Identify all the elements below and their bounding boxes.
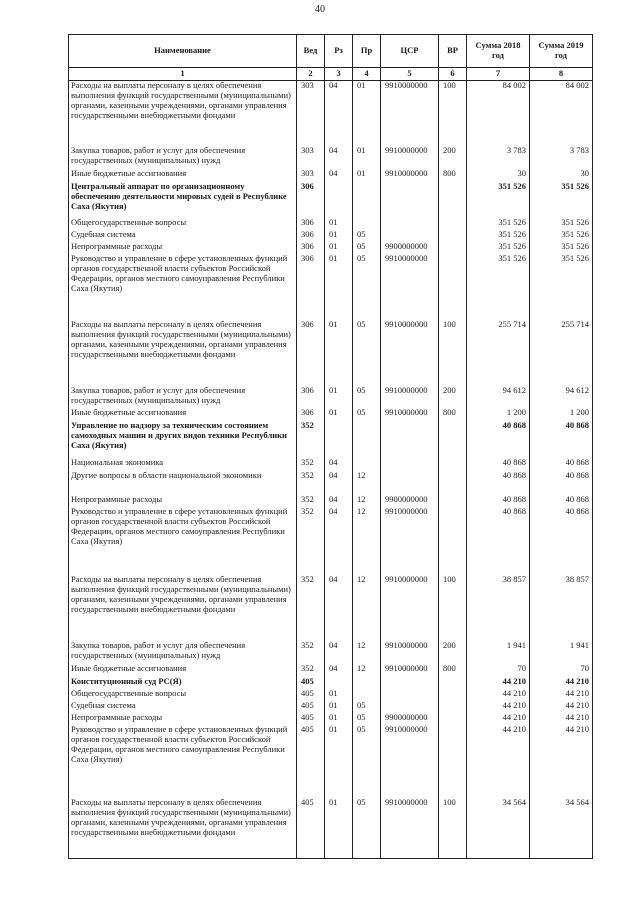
- row-sum-2019: 351 526: [530, 182, 593, 218]
- row-rz: 04: [325, 575, 353, 641]
- row-sum-2019: 34 564: [530, 798, 593, 858]
- row-rz: 04: [325, 495, 353, 507]
- row-csr: 9910000000: [381, 664, 439, 677]
- row-csr: [381, 182, 439, 218]
- row-ved: 405: [297, 689, 325, 701]
- row-vr: 200: [439, 641, 467, 664]
- row-rz: 01: [325, 725, 353, 798]
- row-pr: 05: [353, 713, 381, 725]
- row-sum-2018: 1 200: [467, 408, 530, 421]
- row-ved: 352: [297, 507, 325, 575]
- row-rz: 01: [325, 701, 353, 713]
- row-name: Руководство и управление в сфере установленных функций органов государственной власти субъектов Российской Федерации, органов местного самоуправления Республики Саха (Якутия): [69, 254, 297, 320]
- row-rz: 01: [325, 713, 353, 725]
- row-sum-2018: 40 868: [467, 507, 530, 575]
- row-vr: [439, 242, 467, 254]
- row-sum-2019: 351 526: [530, 218, 593, 230]
- row-sum-2018: 84 002: [467, 80, 530, 146]
- row-sum-2018: 44 210: [467, 725, 530, 798]
- row-vr: [439, 182, 467, 218]
- row-sum-2019: 44 210: [530, 725, 593, 798]
- table-row: [69, 320, 593, 386]
- row-sum-2019: 38 857: [530, 575, 593, 641]
- row-pr: [353, 677, 381, 689]
- header-rz: Рз: [325, 35, 353, 68]
- table-row: [69, 386, 593, 408]
- row-sum-2018: 34 564: [467, 798, 530, 858]
- row-pr: 05: [353, 254, 381, 320]
- row-vr: [439, 701, 467, 713]
- row-csr: 9910000000: [381, 254, 439, 320]
- row-name: Расходы на выплаты персоналу в целях обеспечения выполнения функций государственными (муниципальными) органами, казенными учреждениями, органами управления государственными внебюджетными фондами: [69, 575, 297, 641]
- row-name: Непрограммные расходы: [69, 242, 297, 254]
- row-ved: 306: [297, 408, 325, 421]
- row-name: Руководство и управление в сфере установленных функций органов государственной власти субъектов Российской Федерации, органов местного самоуправления Республики Саха (Якутия): [69, 507, 297, 575]
- row-name: Непрограммные расходы: [69, 495, 297, 507]
- column-number: 2: [297, 68, 325, 81]
- row-ved: 405: [297, 677, 325, 689]
- row-rz: [325, 182, 353, 218]
- row-vr: [439, 495, 467, 507]
- row-sum-2018: 94 612: [467, 386, 530, 408]
- row-name: Закупка товаров, работ и услуг для обеспечения государственных (муниципальных) нужд: [69, 641, 297, 664]
- row-csr: 9910000000: [381, 386, 439, 408]
- budget-table: [68, 34, 593, 859]
- row-vr: [439, 725, 467, 798]
- row-rz: 01: [325, 320, 353, 386]
- row-ved: 306: [297, 218, 325, 230]
- row-ved: 405: [297, 701, 325, 713]
- row-name: Иные бюджетные ассигнования: [69, 169, 297, 182]
- row-vr: [439, 471, 467, 495]
- row-sum-2019: 40 868: [530, 458, 593, 471]
- row-pr: 01: [353, 80, 381, 146]
- row-pr: 01: [353, 169, 381, 182]
- header-sum-2019: Сумма 2019 год: [530, 35, 593, 68]
- row-ved: 303: [297, 146, 325, 169]
- header-vr: ВР: [439, 35, 467, 68]
- row-name: Закупка товаров, работ и услуг для обеспечения государственных (муниципальных) нужд: [69, 386, 297, 408]
- row-ved: 306: [297, 242, 325, 254]
- header-name: Наименование: [69, 35, 297, 68]
- row-pr: 01: [353, 146, 381, 169]
- row-rz: 01: [325, 242, 353, 254]
- row-vr: 800: [439, 169, 467, 182]
- row-ved: 306: [297, 386, 325, 408]
- row-vr: 800: [439, 408, 467, 421]
- row-sum-2018: 44 210: [467, 701, 530, 713]
- row-csr: 9900000000: [381, 495, 439, 507]
- row-ved: 352: [297, 421, 325, 458]
- row-name: Закупка товаров, работ и услуг для обеспечения государственных (муниципальных) нужд: [69, 146, 297, 169]
- row-vr: 100: [439, 320, 467, 386]
- row-vr: [439, 458, 467, 471]
- row-rz: 04: [325, 664, 353, 677]
- row-sum-2019: 44 210: [530, 689, 593, 701]
- row-rz: 04: [325, 169, 353, 182]
- row-csr: 9910000000: [381, 575, 439, 641]
- row-csr: 9910000000: [381, 169, 439, 182]
- header-ved: Вед: [297, 35, 325, 68]
- row-csr: 9910000000: [381, 320, 439, 386]
- header-csr: ЦСР: [381, 35, 439, 68]
- row-vr: 200: [439, 386, 467, 408]
- column-number: 8: [530, 68, 593, 81]
- row-csr: 9910000000: [381, 146, 439, 169]
- row-ved: 352: [297, 471, 325, 495]
- row-csr: [381, 471, 439, 495]
- table-body: [69, 80, 593, 858]
- column-number: 5: [381, 68, 439, 81]
- row-csr: 9910000000: [381, 725, 439, 798]
- row-vr: [439, 421, 467, 458]
- row-sum-2019: 84 002: [530, 80, 593, 146]
- row-sum-2018: 351 526: [467, 242, 530, 254]
- row-vr: [439, 254, 467, 320]
- row-name: Иные бюджетные ассигнования: [69, 664, 297, 677]
- table-row: [69, 182, 593, 218]
- table-row: [69, 575, 593, 641]
- row-sum-2018: 255 714: [467, 320, 530, 386]
- row-pr: 05: [353, 230, 381, 242]
- row-ved: 405: [297, 798, 325, 858]
- row-rz: 01: [325, 798, 353, 858]
- row-csr: 9900000000: [381, 713, 439, 725]
- row-vr: 100: [439, 80, 467, 146]
- row-rz: 01: [325, 689, 353, 701]
- row-vr: [439, 677, 467, 689]
- row-sum-2019: 255 714: [530, 320, 593, 386]
- row-name: Руководство и управление в сфере установленных функций органов государственной власти субъектов Российской Федерации, органов местного самоуправления Республики Саха (Якутия): [69, 725, 297, 798]
- row-rz: [325, 421, 353, 458]
- table-row: [69, 80, 593, 146]
- row-rz: 01: [325, 218, 353, 230]
- row-sum-2018: 3 783: [467, 146, 530, 169]
- row-pr: 05: [353, 242, 381, 254]
- row-sum-2019: 70: [530, 664, 593, 677]
- row-pr: [353, 421, 381, 458]
- row-ved: 352: [297, 458, 325, 471]
- row-name: Расходы на выплаты персоналу в целях обеспечения выполнения функций государственными (муниципальными) органами, казенными учреждениями, органами управления государственными внебюджетными фондами: [69, 80, 297, 146]
- column-number: 7: [467, 68, 530, 81]
- row-sum-2019: 40 868: [530, 421, 593, 458]
- row-csr: 9910000000: [381, 507, 439, 575]
- column-number: 6: [439, 68, 467, 81]
- row-rz: 01: [325, 386, 353, 408]
- row-name: Расходы на выплаты персоналу в целях обеспечения выполнения функций государственными (муниципальными) органами, казенными учреждениями, органами управления государственными внебюджетными фондами: [69, 320, 297, 386]
- row-sum-2018: 1 941: [467, 641, 530, 664]
- row-pr: 12: [353, 507, 381, 575]
- row-csr: 9910000000: [381, 798, 439, 858]
- row-rz: 04: [325, 80, 353, 146]
- row-ved: 306: [297, 230, 325, 242]
- row-vr: [439, 713, 467, 725]
- row-sum-2018: 30: [467, 169, 530, 182]
- row-sum-2018: 40 868: [467, 471, 530, 495]
- row-sum-2019: 3 783: [530, 146, 593, 169]
- row-pr: 05: [353, 798, 381, 858]
- row-rz: 01: [325, 408, 353, 421]
- row-rz: 04: [325, 507, 353, 575]
- row-name: Управление по надзору за техническим состоянием самоходных машин и других видов техники Республики Саха (Якутия): [69, 421, 297, 458]
- row-vr: 200: [439, 146, 467, 169]
- row-rz: 04: [325, 146, 353, 169]
- row-sum-2018: 40 868: [467, 421, 530, 458]
- table-row: [69, 254, 593, 320]
- column-number: 3: [325, 68, 353, 81]
- row-csr: 9900000000: [381, 242, 439, 254]
- row-sum-2019: 1 941: [530, 641, 593, 664]
- row-pr: 12: [353, 641, 381, 664]
- row-sum-2019: 351 526: [530, 242, 593, 254]
- row-ved: 352: [297, 575, 325, 641]
- row-csr: 9910000000: [381, 641, 439, 664]
- row-sum-2018: 351 526: [467, 218, 530, 230]
- row-ved: 303: [297, 169, 325, 182]
- row-name: Общегосударственные вопросы: [69, 689, 297, 701]
- column-number: 1: [69, 68, 297, 81]
- row-sum-2019: 1 200: [530, 408, 593, 421]
- row-sum-2019: 44 210: [530, 701, 593, 713]
- row-rz: 04: [325, 458, 353, 471]
- row-sum-2019: 30: [530, 169, 593, 182]
- row-sum-2018: 38 857: [467, 575, 530, 641]
- row-csr: [381, 421, 439, 458]
- row-pr: 12: [353, 575, 381, 641]
- row-name: Национальная экономика: [69, 458, 297, 471]
- row-sum-2019: 44 210: [530, 677, 593, 689]
- row-csr: [381, 689, 439, 701]
- row-sum-2019: 351 526: [530, 254, 593, 320]
- row-csr: 9910000000: [381, 408, 439, 421]
- column-number: 4: [353, 68, 381, 81]
- row-vr: [439, 689, 467, 701]
- page-number: 40: [315, 4, 325, 15]
- row-ved: 306: [297, 320, 325, 386]
- row-pr: 05: [353, 386, 381, 408]
- row-ved: 352: [297, 641, 325, 664]
- row-ved: 303: [297, 80, 325, 146]
- row-ved: 306: [297, 254, 325, 320]
- row-pr: 05: [353, 320, 381, 386]
- row-sum-2019: 94 612: [530, 386, 593, 408]
- table-row: [69, 471, 593, 495]
- row-pr: 05: [353, 701, 381, 713]
- row-rz: 04: [325, 471, 353, 495]
- table-row: [69, 641, 593, 664]
- row-csr: 9910000000: [381, 80, 439, 146]
- table-row: [69, 798, 593, 858]
- row-vr: 800: [439, 664, 467, 677]
- table-row: [69, 507, 593, 575]
- row-ved: 352: [297, 495, 325, 507]
- row-sum-2018: 44 210: [467, 677, 530, 689]
- row-vr: [439, 218, 467, 230]
- row-csr: [381, 677, 439, 689]
- row-rz: 01: [325, 254, 353, 320]
- row-pr: 12: [353, 471, 381, 495]
- row-ved: 405: [297, 725, 325, 798]
- row-sum-2018: 351 526: [467, 230, 530, 242]
- row-pr: [353, 182, 381, 218]
- row-pr: 05: [353, 725, 381, 798]
- row-name: Судебная система: [69, 230, 297, 242]
- row-rz: 04: [325, 641, 353, 664]
- table-row: [69, 146, 593, 169]
- row-sum-2018: 351 526: [467, 182, 530, 218]
- row-sum-2019: 351 526: [530, 230, 593, 242]
- row-name: Непрограммные расходы: [69, 713, 297, 725]
- row-name: Другие вопросы в области национальной экономики: [69, 471, 297, 495]
- row-ved: 352: [297, 664, 325, 677]
- row-ved: 405: [297, 713, 325, 725]
- row-name: Конституционный суд РС(Я): [69, 677, 297, 689]
- row-rz: 01: [325, 230, 353, 242]
- row-vr: 100: [439, 575, 467, 641]
- row-name: Общегосударственные вопросы: [69, 218, 297, 230]
- row-csr: [381, 218, 439, 230]
- row-sum-2019: 44 210: [530, 713, 593, 725]
- row-vr: [439, 230, 467, 242]
- row-sum-2018: 40 868: [467, 495, 530, 507]
- row-sum-2018: 44 210: [467, 689, 530, 701]
- row-pr: 12: [353, 664, 381, 677]
- row-name: Центральный аппарат по организационному обеспечению деятельности мировых судей в Республике Саха (Якутия): [69, 182, 297, 218]
- row-name: Расходы на выплаты персоналу в целях обеспечения выполнения функций государственными (муниципальными) органами, казенными учреждениями, органами управления государственными внебюджетными фондами: [69, 798, 297, 858]
- row-vr: [439, 507, 467, 575]
- row-vr: 100: [439, 798, 467, 858]
- table-row: [69, 725, 593, 798]
- row-name: Иные бюджетные ассигнования: [69, 408, 297, 421]
- row-csr: [381, 458, 439, 471]
- row-sum-2019: 40 868: [530, 507, 593, 575]
- row-sum-2018: 70: [467, 664, 530, 677]
- row-sum-2018: 351 526: [467, 254, 530, 320]
- row-sum-2018: 44 210: [467, 713, 530, 725]
- row-name: Судебная система: [69, 701, 297, 713]
- row-pr: 05: [353, 408, 381, 421]
- row-pr: 12: [353, 495, 381, 507]
- row-sum-2018: 40 868: [467, 458, 530, 471]
- header-pr: Пр: [353, 35, 381, 68]
- header-sum-2018: Сумма 2018 год: [467, 35, 530, 68]
- row-ved: 306: [297, 182, 325, 218]
- row-sum-2019: 40 868: [530, 495, 593, 507]
- table-row: [69, 421, 593, 458]
- row-sum-2019: 40 868: [530, 471, 593, 495]
